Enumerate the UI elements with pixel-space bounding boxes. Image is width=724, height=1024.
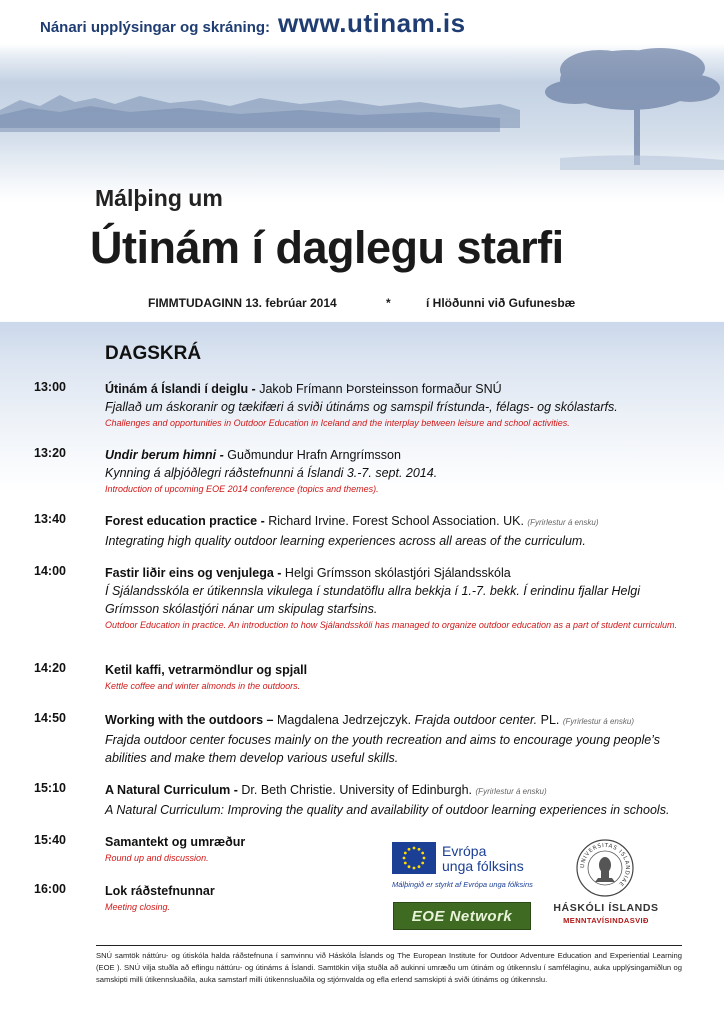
item-time: 14:00 <box>34 564 66 578</box>
item-speaker: Magdalena Jedrzejczyk. <box>277 713 412 727</box>
item-title: Samantekt og umræður <box>105 835 246 849</box>
item-body <box>105 882 385 914</box>
footer-divider <box>96 945 682 946</box>
item-speaker: Jakob Frímann Þorsteinsson formaður SNÚ <box>259 382 502 396</box>
seal-text: UNIVERSITAS ISLANDIAE <box>579 842 631 888</box>
language-note: (Fyrirlestur á ensku) <box>527 518 599 527</box>
university-department: MENNTAVÍSINDASVIÐ <box>563 916 649 925</box>
item-time: 14:50 <box>34 711 66 725</box>
language-note: (Fyrirlestur á ensku) <box>562 717 634 726</box>
item-title: Undir berum himni - <box>105 448 224 462</box>
program-heading: DAGSKRÁ <box>105 343 202 364</box>
item-time: 14:20 <box>34 661 66 675</box>
eoe-network-logo <box>393 902 531 930</box>
item-description: Frajda outdoor center focuses mainly on the youth recreation and aims to encourage young people’s abilities and make them develop various useful skills. <box>105 733 660 765</box>
item-body <box>105 781 685 819</box>
item-body <box>105 380 685 430</box>
language-note: (Fyrirlestur á ensku) <box>475 787 547 796</box>
item-country: PL. <box>540 713 560 727</box>
item-title: A Natural Curriculum - <box>105 783 238 797</box>
event-subtitle: Málþing um <box>95 185 223 211</box>
item-speaker: Richard Irvine. Forest School Association. UK. <box>268 514 524 528</box>
date-location-line <box>148 296 668 310</box>
item-english: Challenges and opportunities in Outdoor Education in Iceland and the interplay between leisure and school activities. <box>105 418 570 428</box>
eu-flag-icon <box>392 842 436 874</box>
item-speaker: Helgi Grímsson skólastjóri Sjálandsskóla <box>284 566 511 580</box>
item-english: Meeting closing. <box>105 902 171 912</box>
item-english: Kettle coffee and winter almonds in the outdoors. <box>105 681 301 691</box>
item-time: 16:00 <box>34 882 66 896</box>
eu-logo-caption: Málþingið er styrkt af Evrópa unga fólksins <box>392 880 533 889</box>
website-link[interactable]: www.utinam.is <box>278 8 466 38</box>
item-time: 15:40 <box>34 833 66 847</box>
item-time: 13:20 <box>34 446 66 460</box>
item-description: Kynning á alþjóðlegri ráðstefnunni á Íslandi 3.-7. sept. 2014. <box>105 466 438 480</box>
eoe-logo-text: EOE Network <box>411 907 513 925</box>
item-english: Round up and discussion. <box>105 853 209 863</box>
university-name: HÁSKÓLI ÍSLANDS <box>553 902 659 914</box>
eu-logo-line1: Evrópa <box>442 843 487 859</box>
item-description: Integrating high quality outdoor learning experiences across all areas of the curriculum. <box>105 534 586 548</box>
item-title: Fastir liðir eins og venjulega - <box>105 566 282 580</box>
item-body <box>105 661 685 693</box>
eu-youth-logo <box>392 842 542 894</box>
item-body <box>105 564 685 632</box>
footer-text: SNÚ samtök náttúru- og útiskóla halda ráðstefnuna í samvinnu við Háskóla Íslands og The European Institute for Outdoor Adventure Education and Experiential Learning (EOE ). SNÚ vilja stuðla að eflingu náttúru- og útináms á Íslandi. Samtökin vilja stuðla að aukinni umræðu um útinám og útikennslu í samfélaginu, auka upplýsingamiðlun og samskipti milli útikennsluaðila, auka samstarf milli útikennsluaðila og stjórnvalda og efla erlend samskipti á sviði útináms og útikennslu. <box>96 951 682 985</box>
item-description: Í Sjálandsskóla er útikennsla vikulega í stundatöflu allra bekkja í 1.-7. bekk. Í erindinu fjallar Helgi Grímsson skólastjóri nánar um skipulag starfsins. <box>105 584 641 616</box>
item-body <box>105 833 385 865</box>
item-title: Lok ráðstefnunnar <box>105 884 215 898</box>
event-date: FIMMTUDAGINN 13. febrúar 2014 <box>148 296 337 310</box>
item-english: Outdoor Education in practice. An introduction to how Sjálandsskóli has managed to organize outdoor education as a part of student curriculum. <box>105 620 678 630</box>
item-speaker: Dr. Beth Christie. University of Edinburgh. <box>241 783 473 797</box>
item-body <box>105 711 685 767</box>
item-speaker: Guðmundur Hrafn Arngrímsson <box>227 448 401 462</box>
item-time: 15:10 <box>34 781 66 795</box>
item-time: 13:00 <box>34 380 66 394</box>
eu-logo-line2: unga fólksins <box>442 858 524 874</box>
info-label: Nánari upplýsingar og skráning: <box>40 19 271 36</box>
item-organization: Frajda outdoor center. <box>414 713 538 727</box>
item-title: Útinám á Íslandi í deiglu - <box>105 382 256 396</box>
item-english: Introduction of upcoming EOE 2014 conference (topics and themes). <box>105 484 379 494</box>
separator: * <box>386 296 391 310</box>
item-time: 13:40 <box>34 512 66 526</box>
item-title: Forest education practice - <box>105 514 265 528</box>
university-seal-icon <box>575 838 635 898</box>
item-description: Fjallað um áskoranir og tækifæri á sviði útináms og samspil frístunda-, félags- og skólastarfs. <box>105 400 618 414</box>
item-title: Ketil kaffi, vetrarmöndlur og spjall <box>105 663 308 677</box>
item-body <box>105 446 685 496</box>
item-body <box>105 512 685 550</box>
item-title: Working with the outdoors – <box>105 713 274 727</box>
item-description: A Natural Curriculum: Improving the quality and availability of outdoor learning experiences in schools. <box>105 803 670 817</box>
event-title: Útinám í daglegu starfi <box>90 222 564 273</box>
event-location: í Hlöðunni við Gufunesbæ <box>426 296 576 310</box>
website-line <box>40 8 466 38</box>
